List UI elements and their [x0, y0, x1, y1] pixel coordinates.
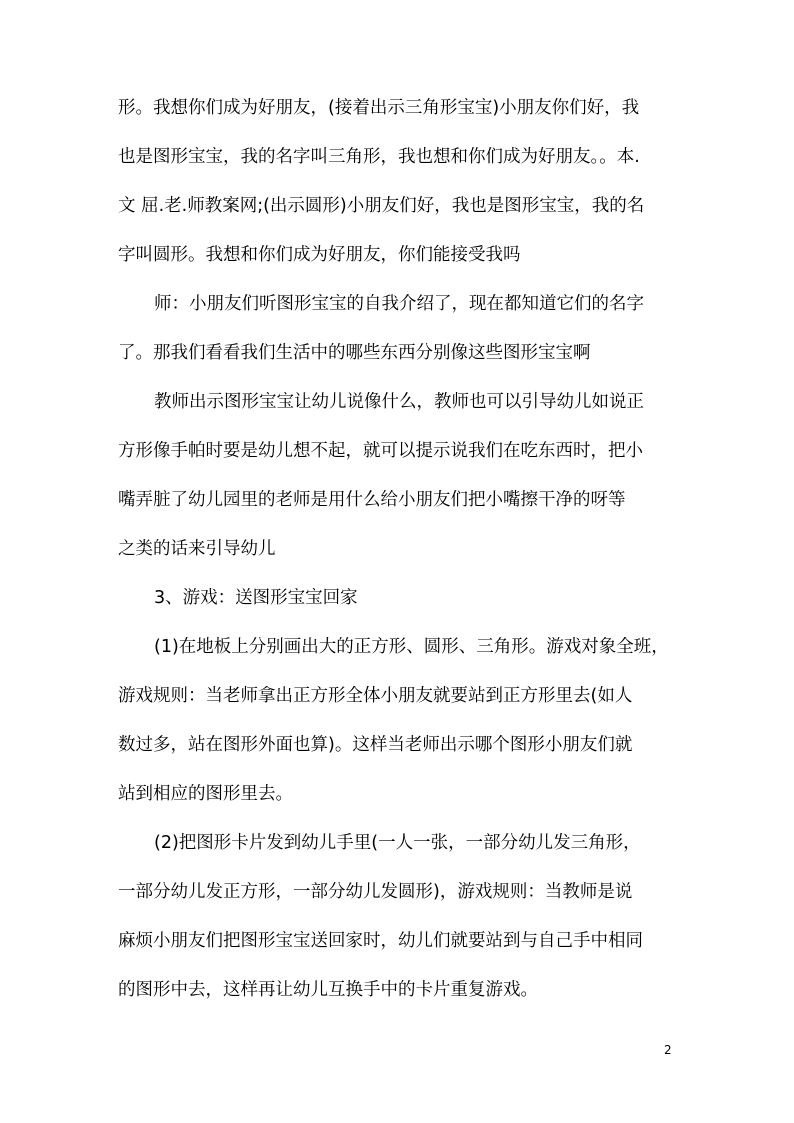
- text-line-7: 教师出示图形宝宝让幼儿说像什么，教师也可以引导幼儿如说正: [154, 392, 644, 412]
- text-line-10: 之类的话来引导幼儿: [118, 539, 276, 559]
- text-line-1: 形。我想你们成为好朋友，(接着出示三角形宝宝)小朋友你们好，我: [118, 98, 640, 118]
- text-line-15: 站到相应的图形里去。: [118, 784, 293, 804]
- text-line-18: 麻烦小朋友们把图形宝宝送回家时，幼儿们就要站到与自己手中相同: [118, 931, 643, 951]
- text-line-8: 方形像手帕时要是幼儿想不起，就可以提示说我们在吃东西时，把小: [118, 441, 643, 461]
- text-line-9: 嘴弄脏了幼儿园里的老师是用什么给小朋友们把小嘴擦干净的呀等: [118, 490, 626, 510]
- section-heading: 3、游戏：送图形宝宝回家: [154, 588, 358, 608]
- text-line-16: (2)把图形卡片发到幼儿手里(一人一张，一部分幼儿发三角形，: [154, 833, 641, 853]
- text-line-4: 字叫圆形。我想和你们成为好朋友，你们能接受我吗: [118, 245, 521, 265]
- text-line-12: (1)在地板上分别画出大的正方形、圆形、三角形。游戏对象全班，: [154, 637, 669, 657]
- text-line-6: 了。那我们看看我们生活中的哪些东西分别像这些图形宝宝啊: [118, 343, 591, 363]
- text-line-17: 一部分幼儿发正方形，一部分幼儿发圆形)，游戏规则：当教师是说: [118, 882, 633, 902]
- text-line-3: 文 屈.老.师教案网;(出示圆形)小朋友们好，我也是图形宝宝，我的名: [118, 196, 645, 216]
- text-line-2: 也是图形宝宝，我的名字叫三角形，我也想和你们成为好朋友。。本.: [118, 147, 640, 167]
- text-line-19: 的图形中去，这样再让幼儿互换手中的卡片重复游戏。: [118, 980, 538, 1000]
- text-line-5: 师：小朋友们听图形宝宝的自我介绍了，现在都知道它们的名字: [154, 294, 644, 314]
- text-line-13: 游戏规则：当老师拿出正方形全体小朋友就要站到正方形里去(如人: [118, 686, 633, 706]
- page-number: 2: [664, 1043, 672, 1057]
- text-line-14: 数过多，站在图形外面也算)。这样当老师出示哪个图形小朋友们就: [118, 735, 633, 755]
